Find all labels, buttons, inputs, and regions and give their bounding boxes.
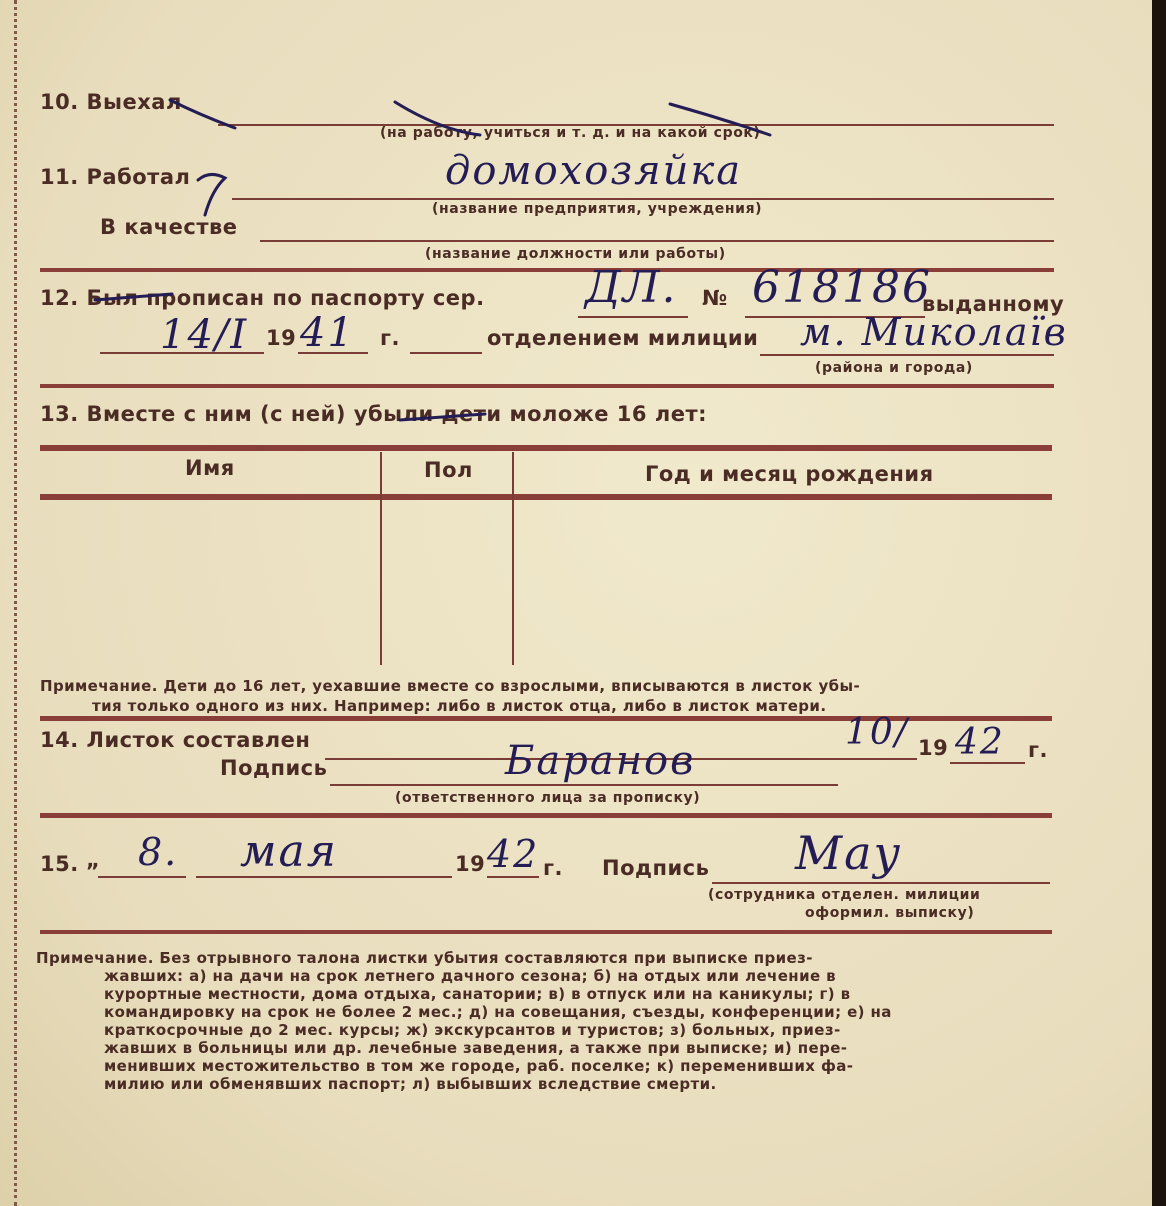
field-15-sign-value: Мау [795, 826, 903, 880]
field-12-year-value: 41 [300, 310, 355, 356]
field-12-series-value: ДЛ. [585, 262, 678, 313]
footer-note-line: Примечание. Без отрывного талона листки убытия составляются при выписке приез- [36, 949, 813, 967]
field-11-position-caption: (название должности или работы) [425, 246, 726, 262]
footer-note-line: жавших: а) на дачи на срок летнего дачного сезона; б) на отдых или лечение в [104, 967, 837, 985]
field-13-note-line-2: тия только одного из них. Например: либо в листок отца, либо в листок матери. [92, 697, 827, 715]
field-15-year-value: 42 [487, 832, 540, 876]
field-14-sign-value: Баранов [505, 738, 696, 784]
footer-note-line: менивших местожительство в том же городе, раб. поселке; к) переменивших фа- [104, 1057, 854, 1075]
footer-note-line: курортные местности, дома отдыха, санатории; в) в отпуск или на каникулы; г) в [104, 985, 851, 1003]
field-12-year-suffix: г. [380, 326, 400, 350]
field-12-number-value: 618186 [752, 262, 932, 313]
field-10-caption: (на работу, учиться и т. д. и на какой срок) [380, 125, 761, 141]
field-15-month-value: мая [240, 826, 338, 877]
field-11-caption: (название предприятия, учреждения) [432, 201, 763, 217]
field-14-date-value: 10/ [845, 712, 909, 753]
field-15-caption-line-2: оформил. выписку) [805, 905, 975, 921]
footer-note-line: милию или обменявших паспорт; л) выбывших вследствие смерти. [104, 1075, 717, 1093]
field-12-year-prefix: 19 [266, 326, 297, 350]
field-12-number-label: № [702, 286, 728, 310]
field-15-year-suffix: г. [543, 856, 563, 880]
field-14-label: 14. Листок составлен [40, 728, 311, 752]
column-header-name: Имя [185, 456, 235, 480]
field-15-caption-line-1: (сотрудника отделен. милиции [708, 887, 981, 903]
field-15-sign-label: Подпись [602, 856, 710, 880]
strike-field-12 [95, 294, 172, 300]
field-12-label: 12. Был прописан по паспорту сер. [40, 286, 485, 310]
field-11-position-label: В качестве [100, 215, 238, 239]
field-15-year-prefix: 19 [455, 852, 486, 876]
strike-field-10 [670, 104, 770, 135]
footer-note-line: краткосрочные до 2 мес. курсы; ж) экскурсантов и туристов; з) больных, приез- [104, 1021, 841, 1039]
column-header-sex: Пол [424, 458, 473, 482]
field-15-quote: „ [86, 848, 101, 872]
strike-field-13 [400, 414, 485, 420]
field-15-label: 15. [40, 852, 79, 876]
field-13-label: 13. Вместе с ним (с ней) убыли дети моложе 16 лет: [40, 402, 708, 426]
field-14-year-suffix: г. [1028, 738, 1048, 762]
column-header-birth: Год и месяц рождения [645, 462, 934, 486]
field-12-office-value: м. Миколаїв [800, 310, 1068, 354]
field-14-year-value: 42 [955, 722, 1005, 763]
ink-mark-field-11 [198, 174, 225, 215]
field-11-value: домохозяйка [445, 148, 743, 194]
field-11-label: 11. Работал [40, 165, 191, 189]
footer-note-line: командировку на срок не более 2 мес.; д) на совещания, съезды, конференции; е) на [104, 1003, 892, 1021]
field-12-office-label: отделением милиции [487, 326, 759, 350]
field-13-note-line-1: Примечание. Дети до 16 лет, уехавшие вместе со взрослыми, вписываются в листок убы- [40, 677, 861, 695]
field-15-day-value: 8. [138, 830, 179, 874]
field-12-issued-label: выданному [922, 292, 1065, 316]
field-14-sign-caption: (ответственного лица за прописку) [395, 790, 701, 806]
strike-field-10 [395, 102, 480, 135]
field-10-label: 10. Выехал [40, 90, 182, 114]
field-14-sign-label: Подпись [220, 756, 328, 780]
field-14-year-prefix: 19 [918, 736, 949, 760]
scan-border [1152, 0, 1166, 1206]
strike-field-10 [170, 100, 235, 128]
footer-note-line: жавших в больницы или др. лечебные заведения, а также при выписке; и) пере- [104, 1039, 848, 1057]
field-12-date-value: 14/I [160, 312, 249, 358]
field-12-office-caption: (района и города) [815, 360, 973, 376]
